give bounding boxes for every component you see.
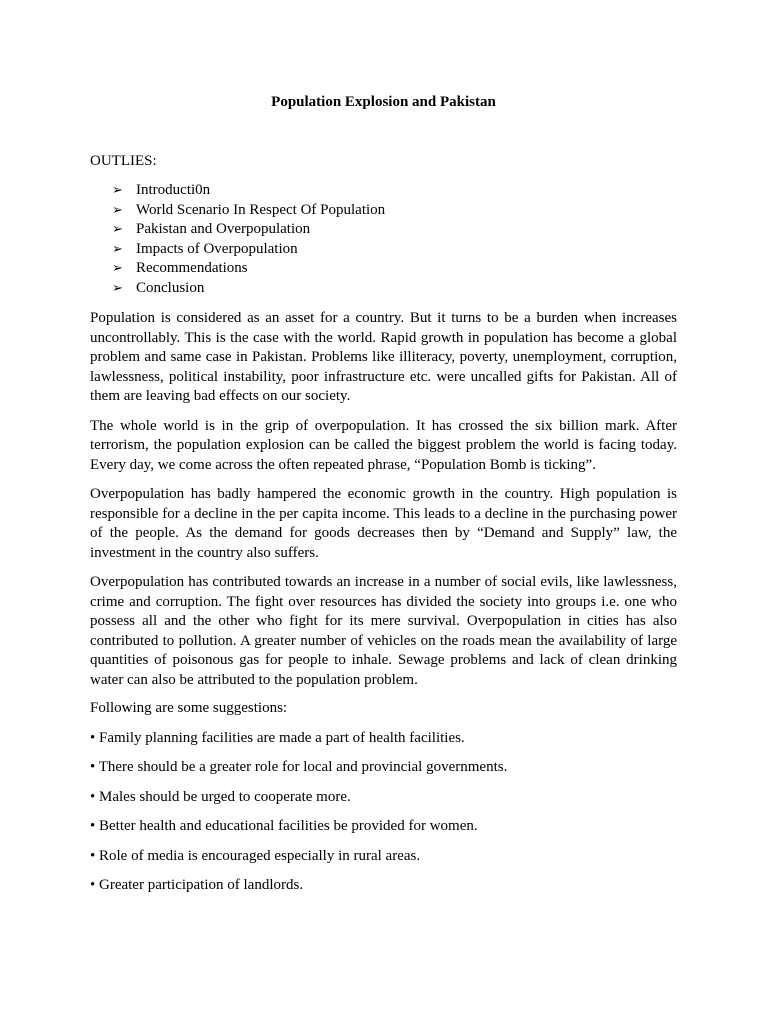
outline-item: ➢ World Scenario In Respect Of Population — [112, 201, 677, 221]
outline-heading: OUTLIES: — [90, 153, 157, 169]
paragraph-world-scenario: The whole world is in the grip of overpopulation. It has crossed the six billion mark. After terrorism, the population explosion can be called the biggest problem the world is facing today. Every day, we come across the often repeated phrase, “Population Bomb is ticking”. — [90, 417, 677, 473]
outline-item: ➢ Introducti0n — [112, 181, 677, 201]
outline-item: ➢ Conclusion — [112, 279, 677, 299]
suggestion-item: • Greater participation of landlords. — [90, 877, 304, 893]
outline-item: ➢ Pakistan and Overpopulation — [112, 220, 677, 240]
arrow-bullet-icon: ➢ — [112, 280, 123, 296]
arrow-bullet-icon: ➢ — [112, 202, 123, 218]
outline-list — [90, 181, 677, 298]
paragraph-economic-impact: Overpopulation has badly hampered the economic growth in the country. High population is responsible for a decline in the per capita income. This leads to a decline in the purchasing power of the people. As the demand for goods decreases then by “Demand and Supply” law, the investment in the country also suffers. — [90, 486, 677, 561]
document-body — [90, 93, 677, 896]
suggestion-item: • Role of media is encouraged especially in rural areas. — [90, 847, 421, 864]
suggestion-item: • Family planning facilities are made a part of health facilities. — [90, 729, 465, 746]
arrow-bullet-icon: ➢ — [112, 241, 123, 257]
document-title: Population Explosion and Pakistan — [271, 94, 496, 110]
suggestion-item: • Males should be urged to cooperate more. — [90, 788, 351, 805]
arrow-bullet-icon: ➢ — [112, 261, 123, 276]
suggestions-heading: Following are some suggestions: — [90, 700, 288, 716]
outline-item: ➢ Recommendations — [112, 259, 677, 279]
suggestion-item: • There should be a greater role for local and provincial governments. — [90, 759, 508, 775]
outline-item: ➢ Impacts of Overpopulation — [112, 240, 677, 260]
arrow-bullet-icon: ➢ — [112, 222, 123, 237]
paragraph-social-impact: Overpopulation has contributed towards an increase in a number of social evils, like lawlessness, crime and corruption. The fight over resources has divided the society into groups i.e. one who possess all and the other who fight for its mere survival. Overpopulation in cities has also contributed to pollution. A greater number of vehicles on the roads mean the availability of large quantities of poisonous gas for people to inhale. Sewage problems and lack of clean drinking water can also be attributed to the population problem. — [90, 574, 677, 688]
arrow-bullet-icon: ➢ — [112, 183, 123, 198]
suggestion-item: • Better health and educational facilities be provided for women. — [90, 818, 478, 834]
paragraph-introduction: Population is considered as an asset for a country. But it turns to be a burden when increases uncontrollably. This is the case with the world. Rapid growth in population has become a global problem and same case in Pakistan. Problems like illiteracy, poverty, unemployment, corruption, lawlessness, political instability, poor infrastructure etc. were uncalled gifts for Pakistan. All of them are leaving bad effects on our society. — [90, 310, 677, 404]
